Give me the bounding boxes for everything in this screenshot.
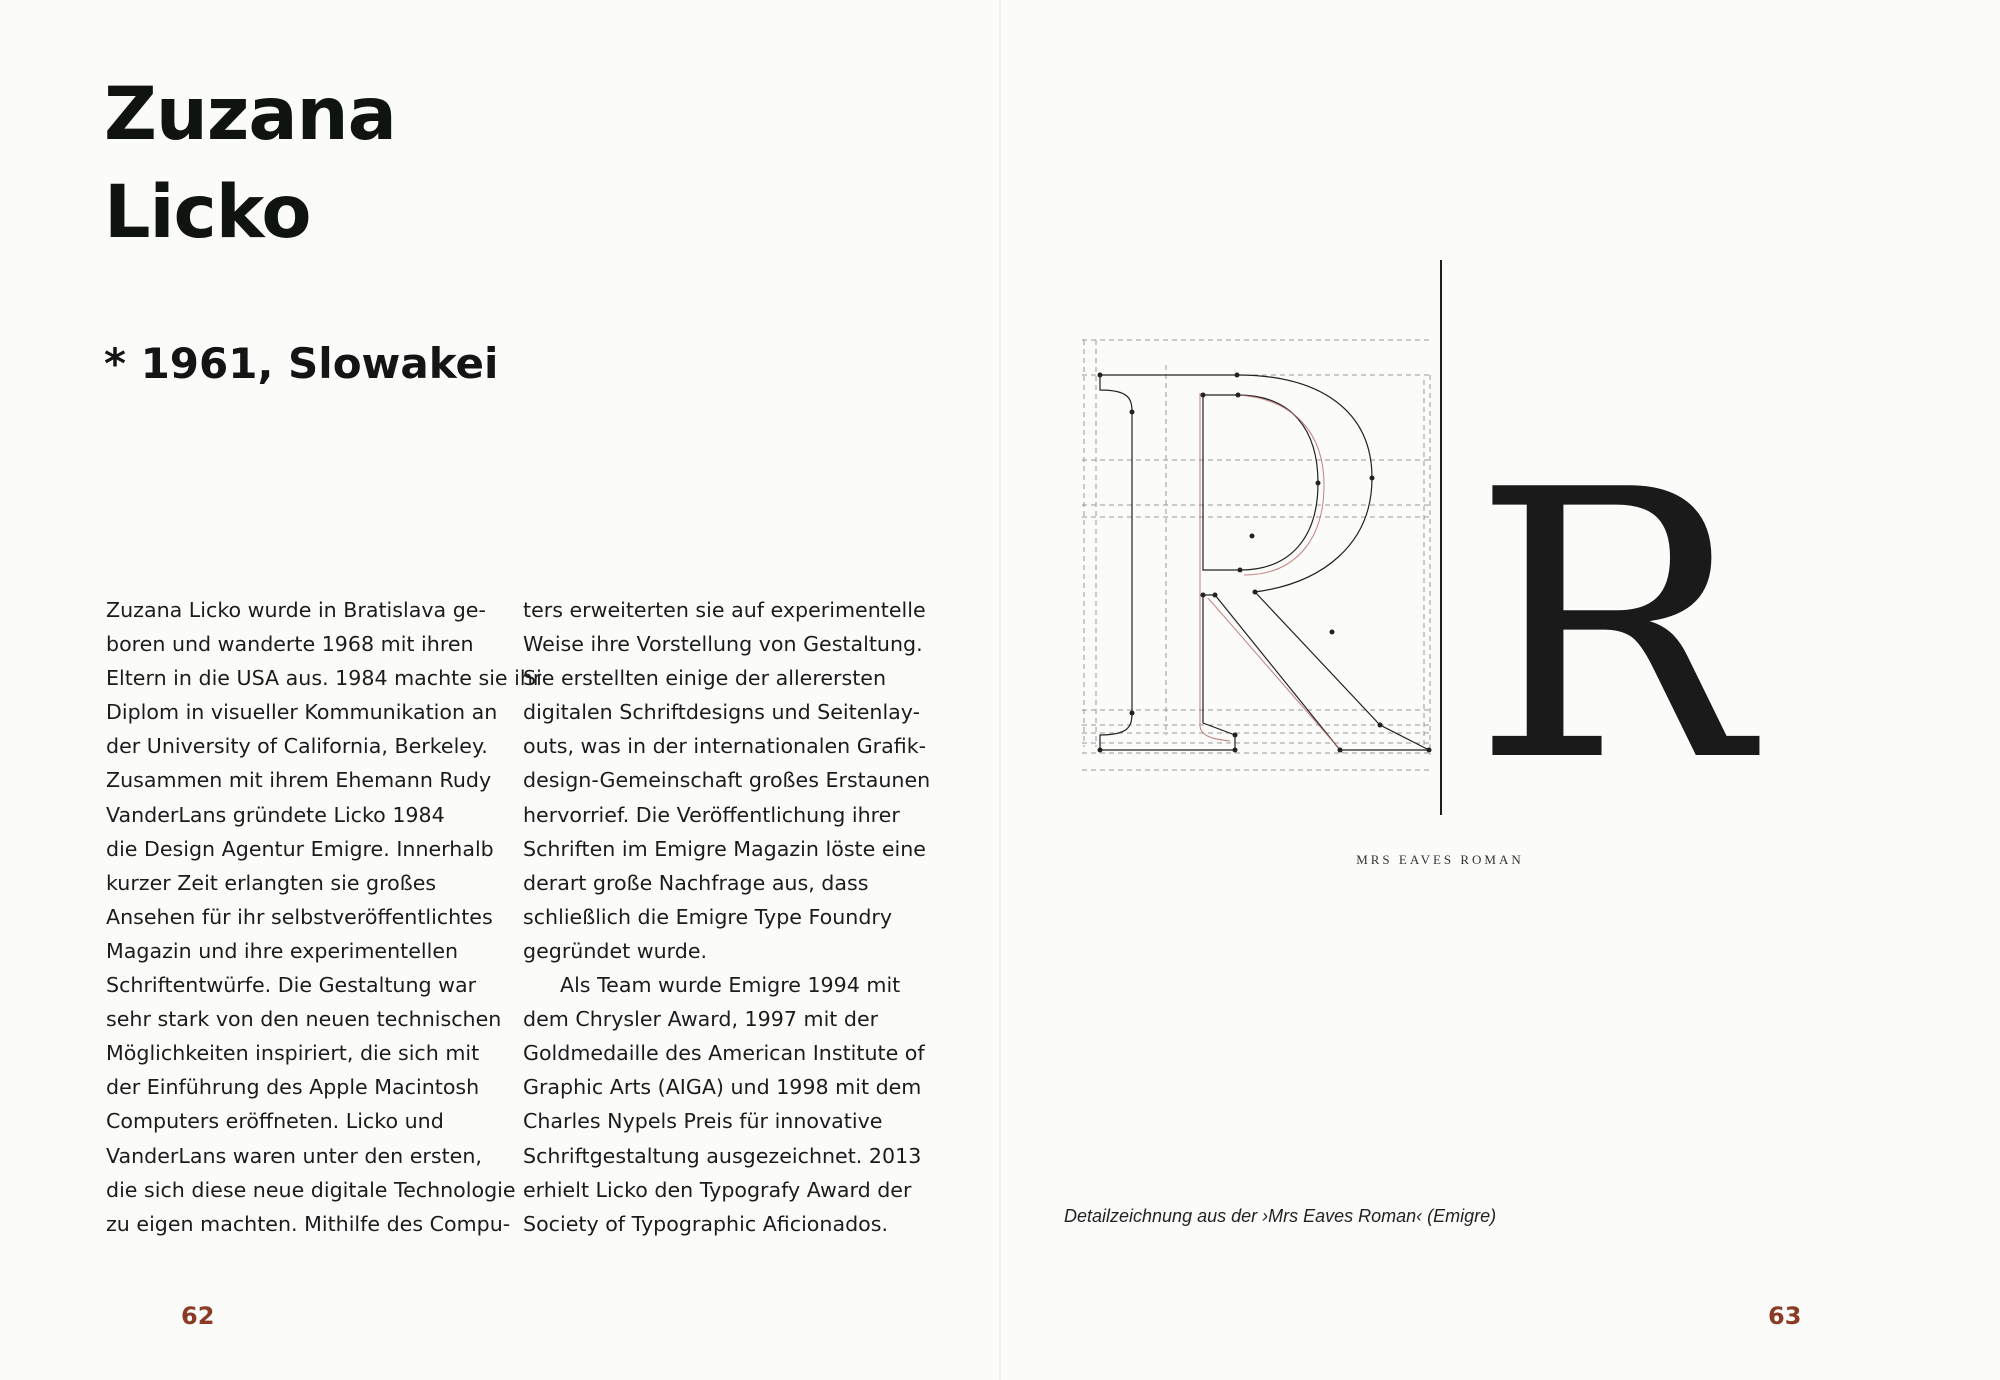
text-line: gegründet wurde. (523, 938, 708, 963)
text-line: design-Gemeinschaft großes Erstaunen (523, 768, 931, 793)
text-line: VanderLans gründete Licko 1984 (106, 802, 445, 827)
body-column-1 (106, 593, 542, 1241)
text-line: zu eigen machten. Mithilfe des Compu- (106, 1211, 511, 1236)
text-line: outs, was in der internationalen Grafik- (523, 734, 927, 759)
text-line: kurzer Zeit erlangten sie großes (106, 870, 437, 895)
body-column-2 (523, 593, 931, 1241)
text-line: Computers eröffneten. Licko und (106, 1109, 444, 1134)
text-line: ters erweiterten sie auf experimentelle (523, 598, 926, 622)
text-line: Weise ihre Vorstellung von Gestaltung. (523, 632, 923, 657)
text-line: die Design Agentur Emigre. Innerhalb (106, 836, 494, 861)
text-line: die sich diese neue digitale Technologie (106, 1177, 516, 1202)
text-line: VanderLans waren unter den ersten, (106, 1143, 482, 1168)
text-line: Diplom in visueller Kommunikation an (106, 700, 498, 725)
overlay-glyph (1200, 393, 1343, 753)
book-gutter (999, 0, 1001, 1380)
text-line: derart große Nachfrage aus, dass (523, 870, 869, 895)
text-line: Society of Typographic Aficionados. (523, 1211, 889, 1236)
text-line: Graphic Arts (AIGA) und 1998 mit dem (523, 1075, 922, 1100)
text-line: schließlich die Emigre Type Foundry (523, 904, 893, 929)
page-number-left: 62 (181, 1302, 215, 1330)
text-line: Charles Nypels Preis für innovative (523, 1109, 883, 1134)
specimen-label: MRS EAVES ROMAN (1356, 852, 1524, 867)
glyph-specimen (1060, 255, 1820, 815)
text-line: sehr stark von den neuen technischen (106, 1007, 502, 1032)
construction-guides (1082, 340, 1432, 770)
control-points (1098, 373, 1432, 753)
page-number-right: 63 (1768, 1302, 1802, 1330)
solid-glyph: R (1472, 413, 1751, 815)
text-line: Schriftgestaltung ausgezeichnet. 2013 (523, 1143, 922, 1168)
text-line: Sie erstellten einige der allerersten (523, 666, 887, 691)
text-line: Möglichkeiten inspiriert, die sich mit (106, 1041, 480, 1066)
text-line: Goldmedaille des American Institute of (523, 1041, 925, 1066)
text-line: erhielt Licko den Typografy Award der (523, 1177, 912, 1202)
figure-caption: Detailzeichnung aus der ›Mrs Eaves Roman‹ (Emigre) (1064, 1206, 1497, 1226)
page-title (104, 66, 396, 262)
birth-info: * 1961, Slowakei (104, 339, 499, 388)
text-line: digitalen Schriftdesigns und Seitenlay- (523, 700, 921, 725)
title-line-1: Zuzana (104, 72, 396, 157)
title-line-2: Licko (104, 170, 311, 255)
text-line: dem Chrysler Award, 1997 mit der (523, 1007, 879, 1032)
text-line: Schriften im Emigre Magazin löste eine (523, 836, 926, 861)
text-line: Zusammen mit ihrem Ehemann Rudy (106, 768, 492, 793)
text-line: Als Team wurde Emigre 1994 mit (560, 973, 901, 998)
text-line: Eltern in die USA aus. 1984 machte sie ihr (106, 666, 542, 691)
text-line: boren und wanderte 1968 mit ihren (106, 632, 474, 657)
outline-glyph (1100, 375, 1429, 750)
text-line: hervorrief. Die Veröffentlichung ihrer (523, 802, 900, 827)
text-line: Magazin und ihre experimentellen (106, 938, 459, 963)
text-line: der University of California, Berkeley. (106, 734, 488, 759)
text-line: Ansehen für ihr selbstveröffentlichtes (106, 904, 493, 929)
text-line: Zuzana Licko wurde in Bratislava ge- (106, 598, 486, 622)
text-line: der Einführung des Apple Macintosh (106, 1075, 480, 1100)
text-line: Schriftentwürfe. Die Gestaltung war (106, 973, 477, 998)
